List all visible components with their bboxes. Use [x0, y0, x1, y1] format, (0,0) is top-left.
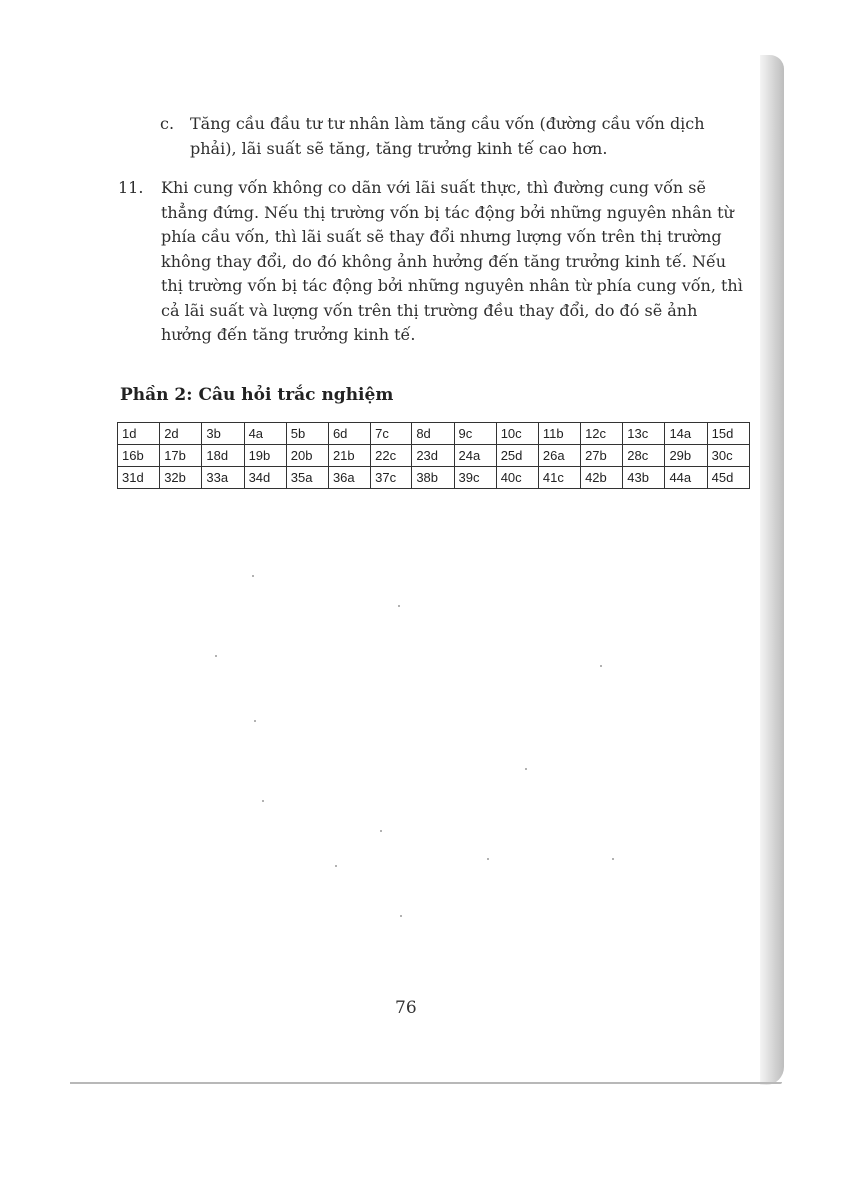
answer-cell: 1d — [118, 423, 160, 445]
answer-cell: 11b — [538, 423, 580, 445]
answer-cell: 16b — [118, 445, 160, 467]
answer-cell: 6d — [328, 423, 370, 445]
answer-cell: 33a — [202, 467, 244, 489]
item-body — [161, 176, 743, 348]
answer-row — [118, 423, 750, 445]
text-line: hưởng đến tăng trưởng kinh tế. — [161, 325, 416, 344]
answer-cell: 20b — [286, 445, 328, 467]
item-body — [190, 112, 705, 161]
answer-cell: 28c — [623, 445, 665, 467]
scan-speck — [487, 858, 489, 860]
answer-cell: 45d — [707, 467, 749, 489]
scan-speck — [380, 830, 382, 832]
scan-speck — [612, 858, 614, 860]
answer-cell: 14a — [665, 423, 707, 445]
scan-speck — [254, 720, 256, 722]
scan-speck — [600, 665, 602, 667]
scan-speck — [400, 915, 402, 917]
answer-cell: 13c — [623, 423, 665, 445]
answer-cell: 2d — [160, 423, 202, 445]
answer-cell: 23d — [412, 445, 454, 467]
answer-cell: 37c — [371, 467, 412, 489]
answer-cell: 12c — [581, 423, 623, 445]
scan-speck — [335, 865, 337, 867]
answer-cell: 22c — [371, 445, 412, 467]
item-marker: c. — [160, 114, 175, 133]
answer-cell: 31d — [118, 467, 160, 489]
answer-cell: 10c — [496, 423, 538, 445]
answer-cell: 42b — [581, 467, 623, 489]
answer-cell: 9c — [454, 423, 496, 445]
text-line: cả lãi suất và lượng vốn trên thị trường đều thay đổi, do đó sẽ ảnh — [161, 300, 698, 320]
answer-cell: 21b — [328, 445, 370, 467]
answer-cell: 4a — [244, 423, 286, 445]
text-line: thị trường vốn bị tác động bởi những nguyên nhân từ phía cung vốn, thì — [161, 276, 743, 295]
answer-cell: 40c — [496, 467, 538, 489]
answer-cell: 26a — [538, 445, 580, 467]
scan-speck — [398, 605, 400, 607]
item-marker: 11. — [118, 178, 144, 197]
answer-cell: 30c — [707, 445, 749, 467]
answer-cell: 5b — [286, 423, 328, 445]
scan-speck — [252, 575, 254, 577]
scan-speck — [215, 655, 217, 657]
answer-cell: 17b — [160, 445, 202, 467]
scan-speck — [262, 800, 264, 802]
page-bottom-edge — [70, 1082, 782, 1084]
text-line: phải), lãi suất sẽ tăng, tăng trưởng kinh tế cao hơn. — [190, 138, 608, 158]
answer-cell: 35a — [286, 467, 328, 489]
text-line: không thay đổi, do đó không ảnh hưởng đến tăng trưởng kinh tế. Nếu — [161, 251, 727, 271]
answer-cell: 38b — [412, 467, 454, 489]
answer-cell: 8d — [412, 423, 454, 445]
answer-cell: 24a — [454, 445, 496, 467]
text-line: Tăng cầu đầu tư tư nhân làm tăng cầu vốn (đường cầu vốn dịch — [190, 114, 705, 133]
answer-cell: 43b — [623, 467, 665, 489]
answer-cell: 3b — [202, 423, 244, 445]
answer-cell: 27b — [581, 445, 623, 467]
answer-key-table — [117, 422, 750, 489]
answer-cell: 36a — [328, 467, 370, 489]
text-line: phía cầu vốn, thì lãi suất sẽ thay đổi nhưng lượng vốn trên thị trường — [161, 227, 722, 246]
answer-cell: 15d — [707, 423, 749, 445]
answer-cell: 39c — [454, 467, 496, 489]
answer-cell: 34d — [244, 467, 286, 489]
answer-cell: 44a — [665, 467, 707, 489]
text-line: Khi cung vốn không co dãn với lãi suất thực, thì đường cung vốn sẽ — [161, 178, 706, 197]
text-line: thẳng đứng. Nếu thị trường vốn bị tác động bởi những nguyên nhân từ — [161, 202, 734, 222]
section-heading: Phần 2: Câu hỏi trắc nghiệm — [120, 385, 394, 405]
page-number: 76 — [395, 998, 417, 1018]
answer-cell: 32b — [160, 467, 202, 489]
answer-row — [118, 445, 750, 467]
answer-cell: 25d — [496, 445, 538, 467]
answer-cell: 18d — [202, 445, 244, 467]
answer-cell: 41c — [538, 467, 580, 489]
scan-speck — [525, 768, 527, 770]
answer-cell: 29b — [665, 445, 707, 467]
answer-row — [118, 467, 750, 489]
page-edge-shadow — [760, 55, 784, 1085]
answer-cell: 19b — [244, 445, 286, 467]
answer-cell: 7c — [371, 423, 412, 445]
